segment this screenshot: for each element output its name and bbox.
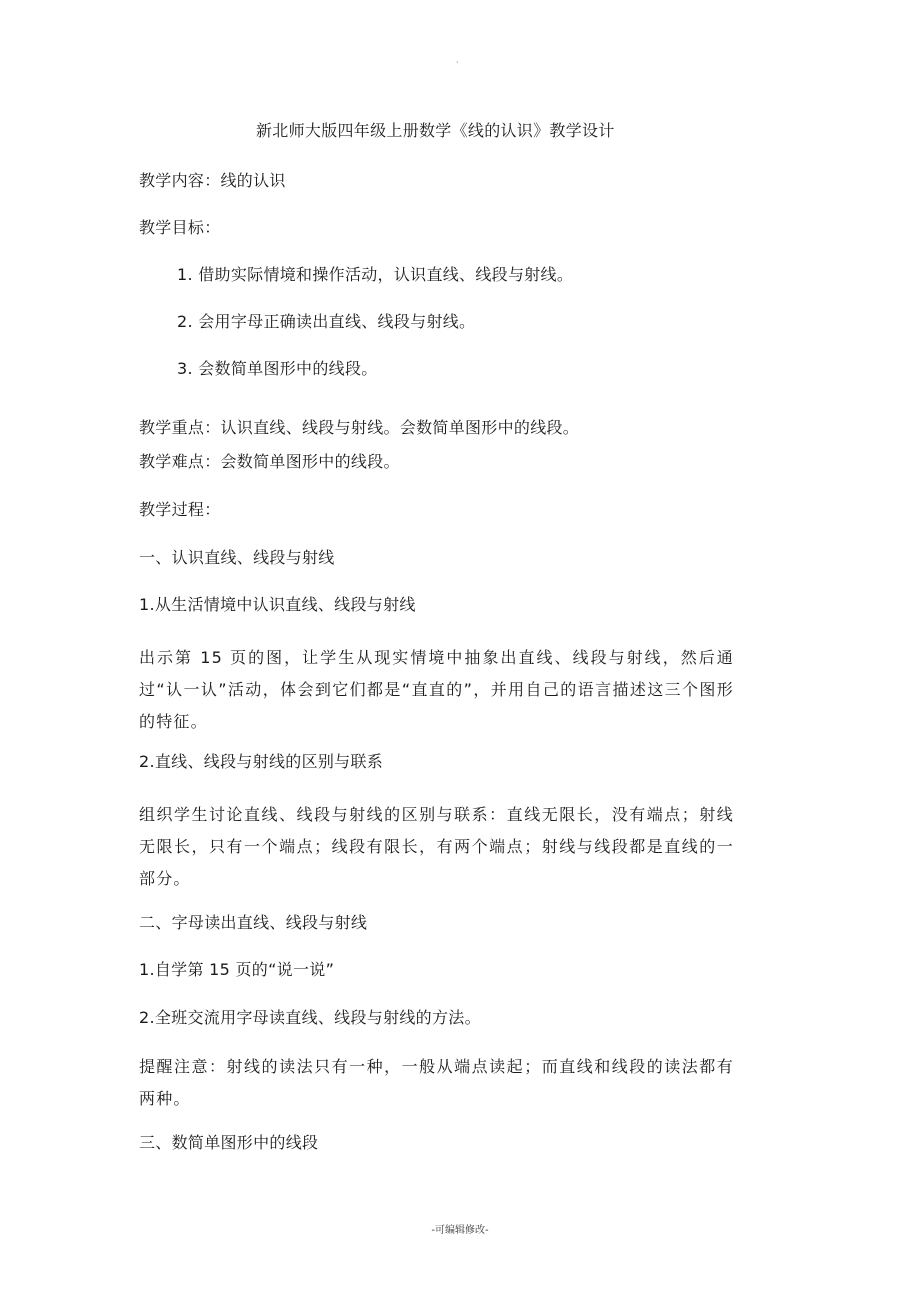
- document-title: 新北师大版四年级上册数学《线的认识》教学设计: [256, 121, 615, 140]
- section-1-paragraph-1: 出示第 15 页的图，让学生从现实情境中抽象出直线、线段与射线，然后通过“认一认”活动，体会到它们都是“直直的”，并用自己的语言描述这三个图形的特征。: [139, 648, 734, 731]
- section-2-heading: 二、字母读出直线、线段与射线: [139, 913, 368, 932]
- objective-item: 3. 会数简单图形中的线段。: [177, 359, 378, 378]
- objective-item: 1. 借助实际情境和操作活动，认识直线、线段与射线。: [177, 265, 574, 284]
- section-1-item-2: 2.直线、线段与射线的区别与联系: [139, 752, 384, 771]
- process-heading: 教学过程：: [139, 500, 221, 519]
- header-mark: ·: [456, 58, 459, 67]
- section-3-heading: 三、数简单图形中的线段: [139, 1133, 319, 1152]
- page-footer: -可编辑修改-: [431, 1225, 489, 1236]
- objectives-heading: 教学目标：: [139, 218, 221, 237]
- section-1-heading: 一、认识直线、线段与射线: [139, 548, 335, 567]
- objective-item: 2. 会用字母正确读出直线、线段与射线。: [177, 312, 476, 331]
- section-2-item-2: 2.全班交流用字母读直线、线段与射线的方法。: [139, 1008, 481, 1027]
- section-1-paragraph-2: 组织学生讨论直线、线段与射线的区别与联系：直线无限长，没有端点；射线无限长，只有一个端点；线段有限长，有两个端点；射线与线段都是直线的一部分。: [139, 805, 734, 888]
- section-2-note: 提醒注意：射线的读法只有一种，一般从端点读起；而直线和线段的读法都有两种。: [139, 1057, 734, 1108]
- difficulties: 教学难点：会数简单图形中的线段。: [139, 452, 400, 471]
- section-1-item-1: 1.从生活情境中认识直线、线段与射线: [139, 595, 416, 614]
- key-points: 教学重点：认识直线、线段与射线。会数简单图形中的线段。: [139, 418, 580, 437]
- teaching-content: 教学内容：线的认识: [139, 171, 286, 190]
- section-2-item-1: 1.自学第 15 页的“说一说”: [139, 960, 335, 979]
